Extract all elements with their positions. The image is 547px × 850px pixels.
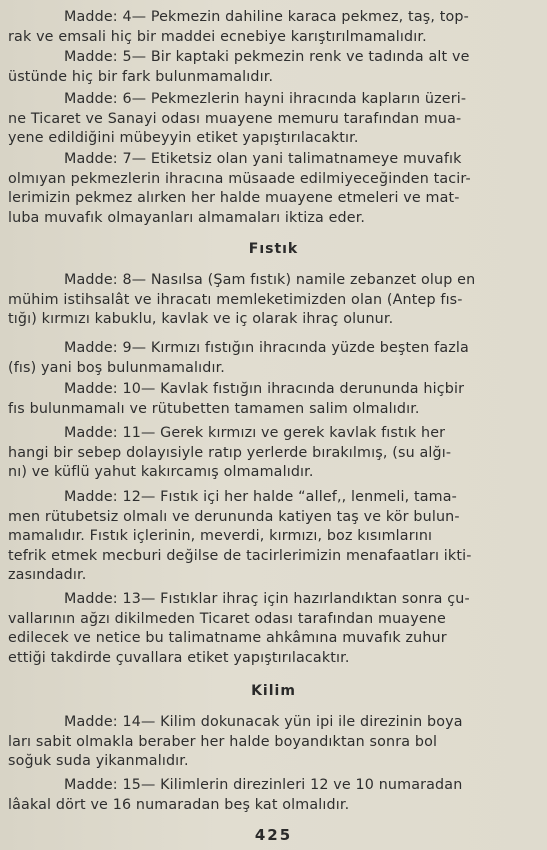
text-line: Madde: 7— Etiketsiz olan yani talimatnameye muvafık [64,151,462,167]
text-line: lerimizin pekmez alırken her halde muayene etmeleri ve mat- [8,190,460,207]
text-line: Madde: 11— Gerek kırmızı ve gerek kavlak fıstık her [64,425,446,441]
article-9 [8,339,525,378]
text-line: olmıyan pekmezlerin ihracına müsaade edilmiyeceğinden tacir- [8,170,471,187]
text-line: fıs bulunmamalı ve rütubetten tamamen salim olmalıdır. [8,400,420,417]
article-15 [8,776,525,815]
article-12 [8,488,525,586]
text-line: Madde: 5— Bir kaptaki pekmezin renk ve tadında alt ve [64,49,470,65]
text-line: nı) ve küflü yahut kakırcamış olmamalıdır. [8,464,314,481]
text-line: edilecek ve netice bu talimatname ahkâmına muvafık zuhur [8,630,447,647]
section-heading-fistik: Fıstık [248,241,299,257]
text-line: üstünde hiç bir fark bulunmamalıdır. [8,68,274,85]
article-7 [8,150,525,228]
article-5 [8,48,525,87]
text-line: Madde: 9— Kırmızı fıstığın ihracında yüzde beşten fazla [64,340,469,356]
text-line: hangi bir sebep dolayısiyle ratıp yerlerde bırakılmış, (su alğı- [8,444,452,461]
text-line: Madde: 12— Fıstık içi her halde “allef,, lenmeli, tama- [64,489,457,505]
text-line: ne Ticaret ve Sanayi odası muayene memuru tarafından mua- [8,110,462,127]
text-line: men rütubetsiz olmalı ve derununda katiyen taş ve kör bulun- [8,508,460,525]
text-line: Madde: 8— Nasılsa (Şam fıstık) namile zebanzet olup en [64,272,476,288]
text-line: luba muvafık olmayanları almamaları iktiza eder. [8,209,366,226]
text-line: (fıs) yani boş bulunmamalıdır. [8,359,225,376]
text-line: yene edildiğini mübeyyin etiket yapıştırılacaktır. [8,130,359,147]
article-13 [8,590,525,668]
article-10 [8,380,525,419]
text-line: tığı) kırmızı kabuklu, kavlak ve iç olarak ihraç olunur. [8,311,394,328]
article-6 [8,90,525,149]
article-11 [8,424,525,483]
page-number: 425 [254,826,293,844]
article-8 [8,271,525,330]
text-line: zasındadır. [8,567,87,584]
text-line: Madde: 10— Kavlak fıstığın ihracında derununda hiçbir [64,381,465,397]
article-14 [8,713,525,772]
section-heading-kilim: Kilim [251,683,296,699]
text-line: Madde: 13— Fıstıklar ihraç için hazırlandıktan sonra çu- [64,591,470,607]
text-line: rak ve emsali hiç bir maddei ecnebiye karıştırılmamalıdır. [8,28,427,45]
text-line: lâakal dört ve 16 numaradan beş kat olmalıdır. [8,796,350,813]
text-line: vallarının ağzı dikilmeden Ticaret odası tarafından muayene [8,610,446,627]
text-line: Madde: 14— Kilim dokunacak yün ipi ile direzinin boya [64,714,463,730]
text-line: soğuk suda yikanmalıdır. [8,753,189,770]
text-line: ettiği takdirde çuvallara etiket yapıştırılacaktır. [8,649,350,666]
text-line: mamalıdır. Fıstık içlerinin, meverdi, kırmızı, boz kısımlarını [8,528,433,545]
text-line: Madde: 6— Pekmezlerin hayni ihracında kapların üzeri- [64,91,467,107]
article-4 [8,8,525,47]
text-line: Madde: 15— Kilimlerin direzinleri 12 ve 10 numaradan [64,777,463,793]
text-line: Madde: 4— Pekmezin dahiline karaca pekmez, taş, top- [64,9,469,25]
text-line: tefrik etmek mecburi değilse de tacirlerimizin menafaatları ikti- [8,547,472,564]
text-line: mühim istihsalât ve ihracatı memleketimizden olan (Antep fıs- [8,291,463,308]
text-line: ları sabit olmakla beraber her halde boyandıktan sonra bol [8,733,438,750]
